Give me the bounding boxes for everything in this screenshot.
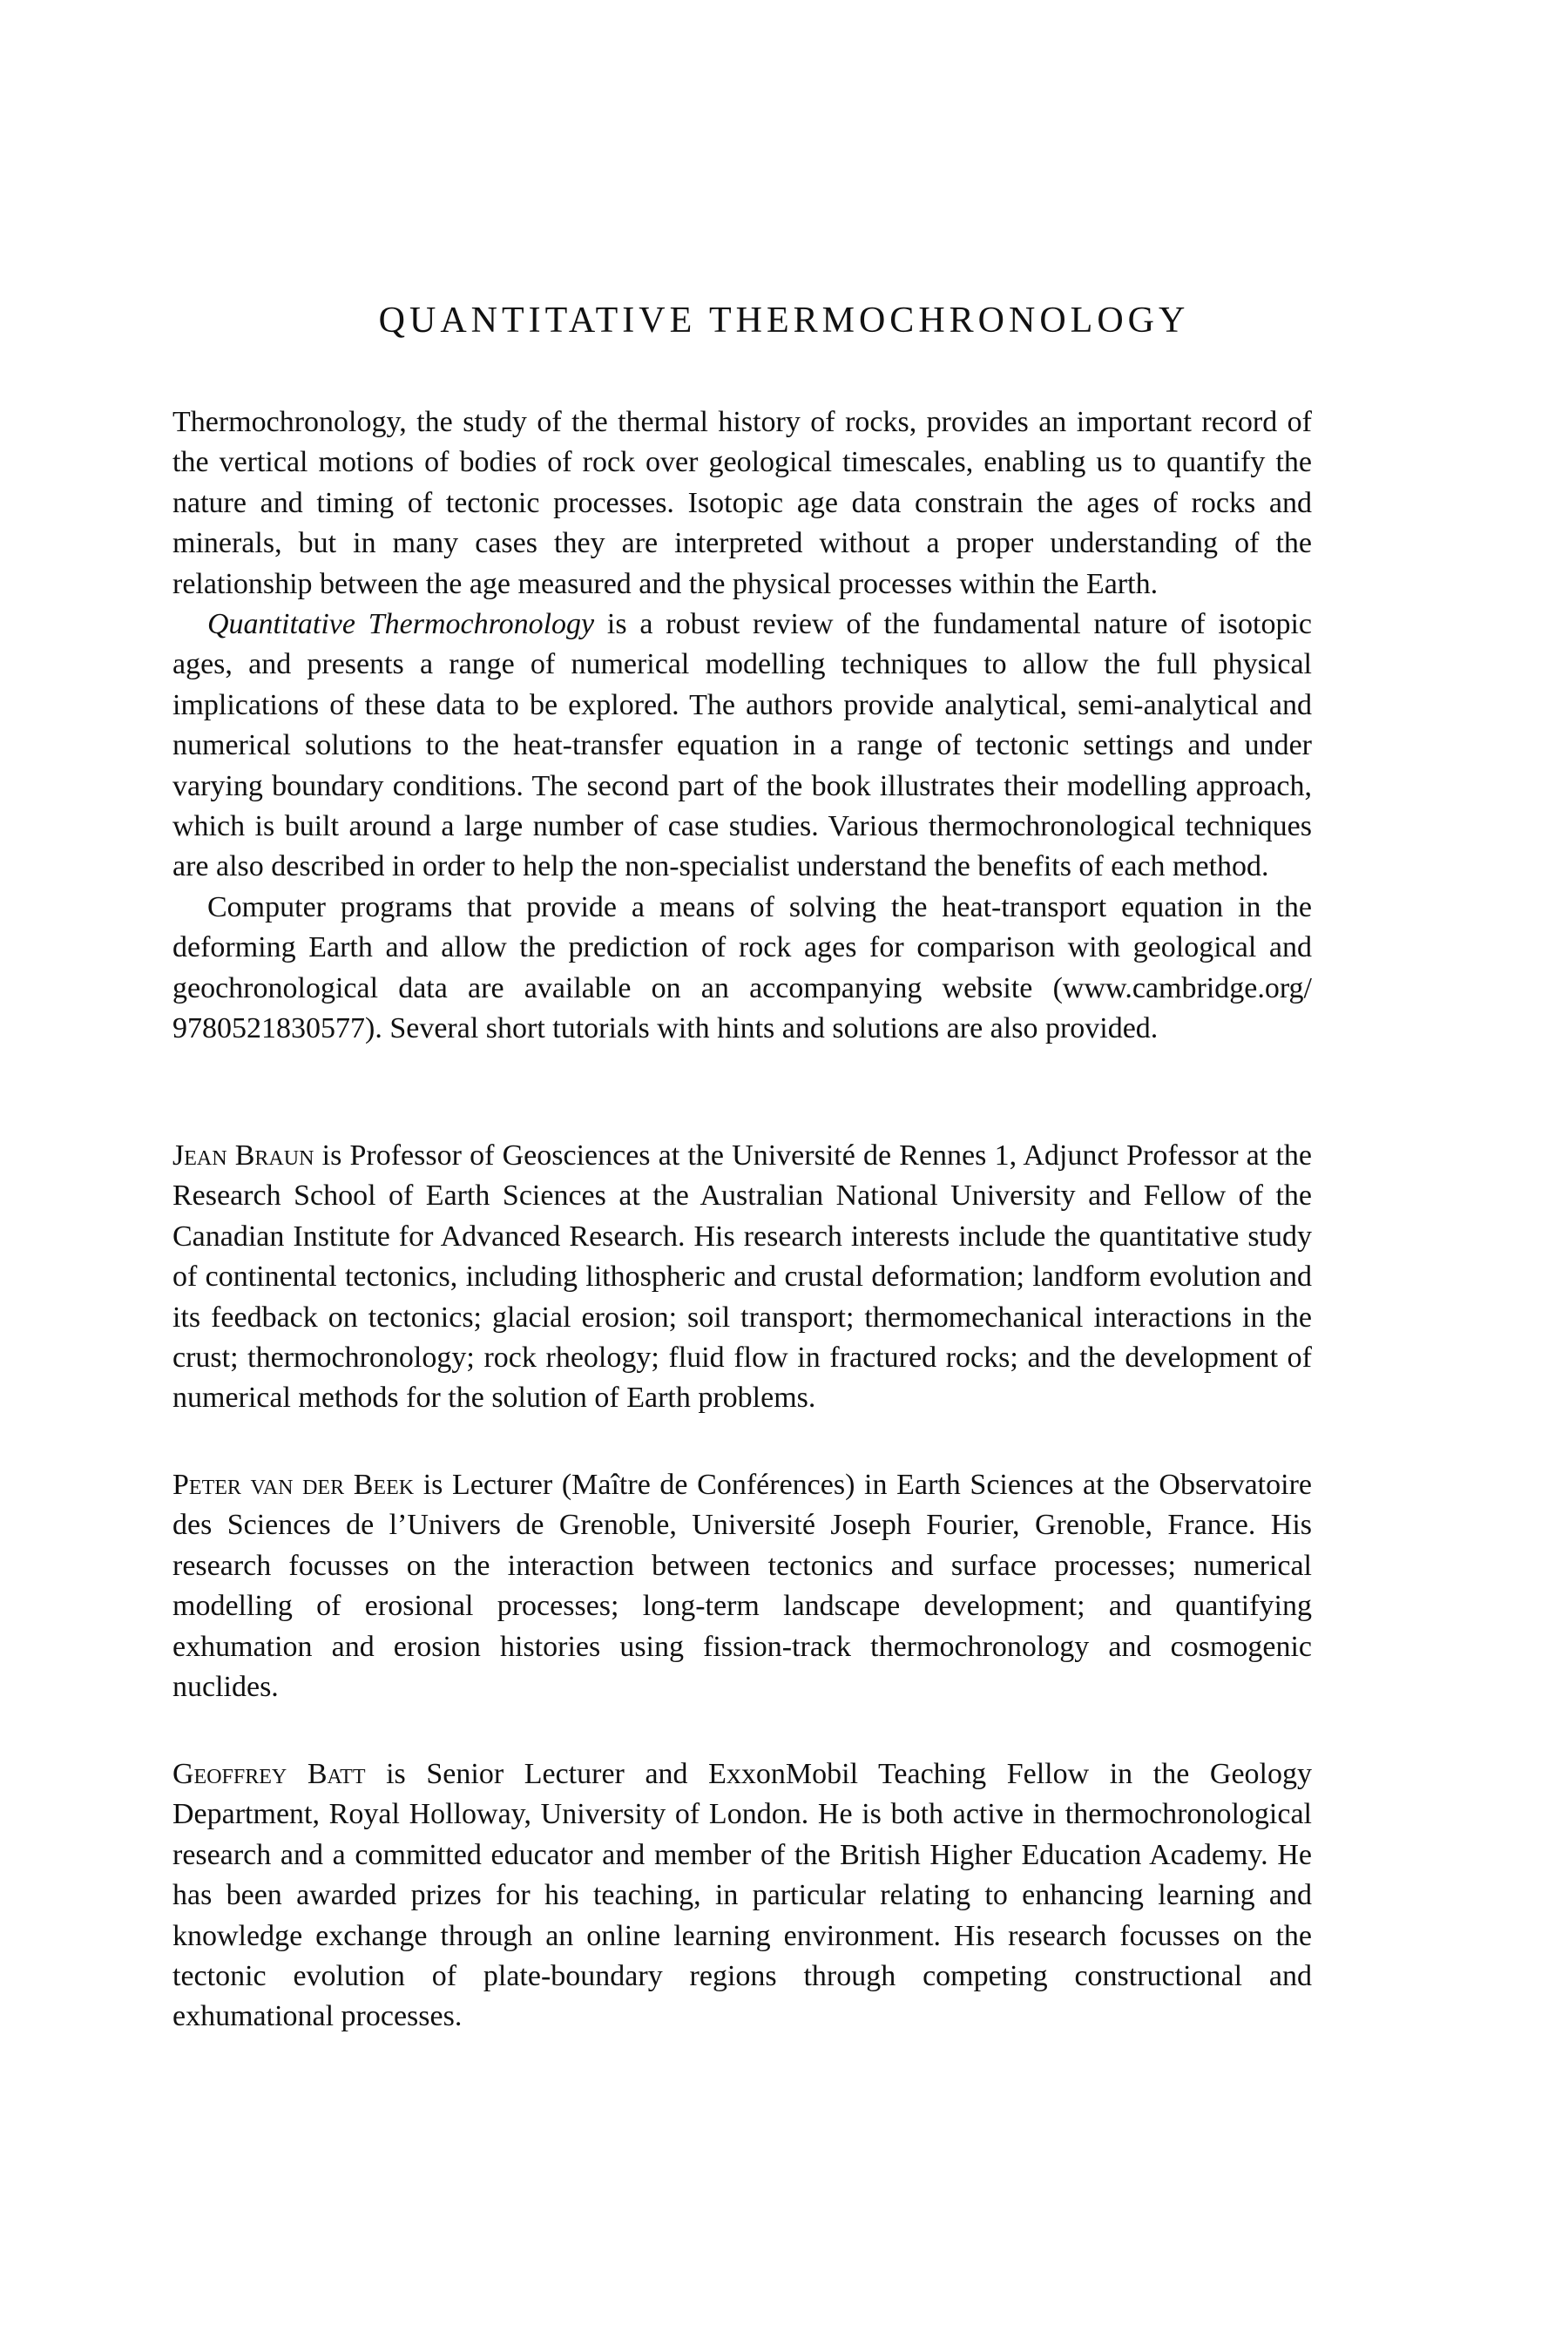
author-name: Geoffrey Batt xyxy=(172,1758,366,1790)
author-bio-paragraph xyxy=(172,1754,1312,2038)
author-bio-text: is Senior Lecturer and ExxonMobil Teaching Fellow in the Geology Department, Royal Holloway, University of London. He is both active in thermochronological research and a committed educator and member of the British Higher Education Academy. He has been awarded prizes for his teaching, in particular relating to enhancing learning and knowledge exchange through an online learning environment. His research focusses on the tectonic evolution of plate-boundary regions through competing constructional and exhumational processes. xyxy=(172,1758,1312,2033)
author-bio-text: is Professor of Geosciences at the Université de Rennes 1, Adjunct Professor at the Research School of Earth Sciences at the Australian National University and Fellow of the Canadian Institute for Advanced Research. His research interests include the quantitative study of continental tectonics, including lithospheric and crustal deformation; landform evolution and its feedback on tectonics; glacial erosion; soil transport; thermomechanical interactions in the crust; thermochronology; rock rheology; fluid flow in fractured rocks; and the development of numerical methods for the solution of Earth problems. xyxy=(172,1139,1312,1415)
author-name: Jean Braun xyxy=(172,1139,314,1172)
description-paragraph-2 xyxy=(172,605,1312,888)
author-bio-braun xyxy=(172,1136,1312,1419)
author-bio-van-der-beek xyxy=(172,1465,1312,1707)
author-bio-batt xyxy=(172,1754,1312,2038)
description-paragraph-2-text: is a robust review of the fundamental nature of isotopic ages, and presents a range of numerical modelling techniques to allow the full physical implications of these data to be explored. The authors provide analytical, semi-analytical and numerical solutions to the heat-transfer equation in a range of tectonic settings and under varying boundary conditions. The second part of the book illustrates their modelling approach, which is built around a large number of case studies. Various thermochronological techniques are also described in order to help the non-specialist understand the benefits of each method. xyxy=(172,608,1312,883)
page-title: QUANTITATIVE THERMOCHRONOLOGY xyxy=(378,301,1190,341)
author-bio-paragraph xyxy=(172,1136,1312,1419)
author-name: Peter van der Beek xyxy=(172,1469,415,1501)
book-title-italic: Quantitative Thermochronology xyxy=(207,608,595,641)
author-bio-paragraph xyxy=(172,1465,1312,1707)
book-description xyxy=(172,402,1312,1050)
description-paragraph-1: Thermochronology, the study of the thermal history of rocks, provides an important record of the vertical motions of bodies of rock over geological timescales, enabling us to quantify the nature and timing of tectonic processes. Isotopic age data constrain the ages of rocks and minerals, but in many cases they are interpreted without a proper understanding of the relationship between the age measured and the physical processes within the Earth. xyxy=(172,406,1312,600)
author-bio-text: is Lecturer (Maître de Conférences) in Earth Sciences at the Observatoire des Sciences de l’Univers de Grenoble, Université Joseph Fourier, Grenoble, France. His research focusses on the interaction between tectonics and surface processes; numerical modelling of erosional processes; long-term landscape development; and quantifying exhumation and erosion histories using fission-track thermochronology and cosmogenic nuclides. xyxy=(172,1469,1312,1704)
description-paragraph-3: Computer programs that provide a means of solving the heat-transport equation in the deforming Earth and allow the prediction of rock ages for comparison with geological and geochronological data are available on an accompanying website (www.cambridge.org/​9780521830577). Several short tutorials with hints and solutions are also provided. xyxy=(172,890,1312,1045)
